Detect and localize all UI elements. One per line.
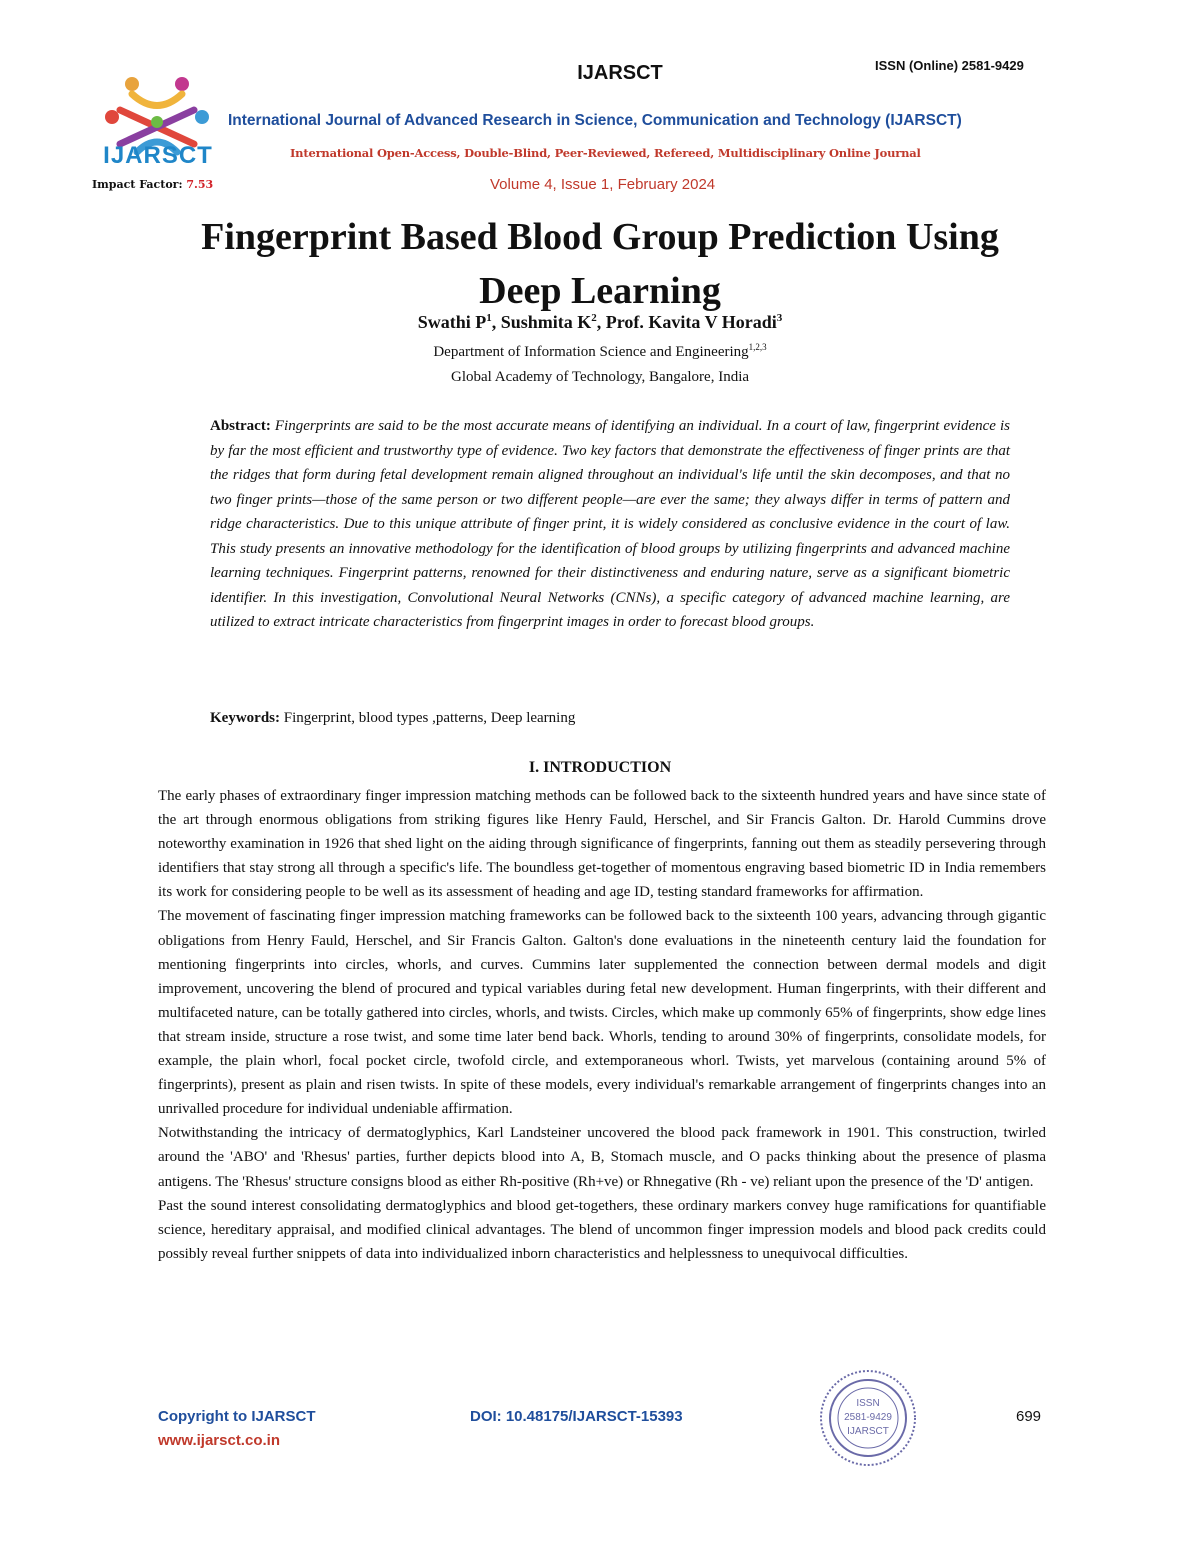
journal-subtitle: International Open-Access, Double-Blind, Peer-Reviewed, Refereed, Multidisciplinary Online Journal bbox=[290, 146, 921, 160]
department bbox=[100, 342, 1100, 361]
impact-factor bbox=[92, 178, 213, 191]
issn-label: ISSN (Online) 2581-9429 bbox=[875, 58, 1024, 73]
author-name: Prof. Kavita V Horadi bbox=[605, 312, 777, 332]
stamp-line1: ISSN bbox=[856, 1398, 880, 1409]
author-affiliation-mark: 3 bbox=[776, 312, 783, 324]
paper-title-line2: Deep Learning bbox=[479, 270, 721, 312]
copyright-notice: Copyright to IJARSCT bbox=[158, 1408, 316, 1425]
paper-title bbox=[100, 210, 1100, 318]
introduction-body bbox=[158, 784, 1046, 1266]
abstract bbox=[210, 414, 1010, 635]
stamp-line3: IJARSCT bbox=[847, 1426, 889, 1437]
abstract-text: Fingerprints are said to be the most accurate means of identifying an individual. In a court of law, fingerprint evidence is by far the most efficient and trustworthy type of evidence. Two key factors that demonstrate the effectiveness of finger prints are that the ridges that form during fetal development remain aligned throughout an individual's life until the skin decomposes, and that no two finger prints—those of the same person or two different people—are ever the same; they always differ in terms of pattern and ridge characteristics. Due to this unique attribute of finger print, it is widely considered as conclusive evidence in the court of law. This study presents an innovative methodology for the identification of blood groups by utilizing fingerprints and advanced machine learning techniques. Fingerprint patterns, renowned for their distinctiveness and enduring nature, serve as a significant biometric identifier. In this investigation, Convolutional Neural Networks (CNNs), a specific category of advanced machine learning, are utilized to extract intricate characteristics from fingerprint images in order to forecast blood groups. bbox=[210, 418, 1010, 630]
volume-issue: Volume 4, Issue 1, February 2024 bbox=[490, 176, 716, 193]
stamp-line2: 2581-9429 bbox=[844, 1412, 892, 1423]
logo-text: IJARSCT bbox=[103, 142, 213, 169]
website-link[interactable]: www.ijarsct.co.in bbox=[158, 1432, 280, 1449]
author-list bbox=[100, 312, 1100, 333]
author-affiliation-mark: 2 bbox=[591, 312, 597, 324]
keywords-label: Keywords: bbox=[210, 710, 280, 726]
institution: Global Academy of Technology, Bangalore, India bbox=[450, 369, 750, 385]
author-affiliation-mark: 1 bbox=[486, 312, 492, 324]
section-heading-introduction: I. INTRODUCTION bbox=[528, 759, 672, 776]
impact-factor-value: 7.53 bbox=[186, 178, 214, 191]
author-separator: , bbox=[491, 312, 501, 332]
paragraph: The movement of fascinating finger impression matching frameworks can be followed back to the sixteenth 100 years, advancing through gigantic obligations from Henry Fauld, Herschel, and Sir Francis Galton. Galton's done evaluations in the nineteenth century laid the foundation for mentioning fingerprints into circles, whorls, and curves. Cummins later supplemented the connection between dermal models and digit improvement, uncovering the blend of procured and typical variables during fetal new development. Human fingerprints, with their different and multifaceted nature, can be totally gathered into circles, whorls, and twists. Circles, which make up commonly 65% of fingerprints, show edge lines that stream inside, structure a rose twist, and some time later bend back. Whorls, tending to around 30% of fingerprints, consolidate models, for example, the plain whorl, focal pocket circle, twofold circle, and extemporaneous whorl. Twists, yet marvelous (containing around 5% of fingerprints), present as plain and risen twists. In spite of these models, every individual's remarkable arrangement of fingerprints changes into an unrivalled procedure for individual undeniable affirmation. bbox=[158, 908, 1046, 1118]
author-name: Swathi P bbox=[417, 312, 487, 332]
author-separator: , bbox=[596, 312, 606, 332]
paragraph: The early phases of extraordinary finger impression matching methods can be followed back to the sixteenth hundred years and have since state of the art through enormous obligations from striking figures like Henry Fauld, Herschel, and Sir Francis Galton. Dr. Harold Cummins drove noteworthy examination in 1926 that shed light on the aiding through significance of fingerprints, fanning out them as steadily persevering through identifiers that stay strong all through a specific's life. The boundless get-together of momentous engraving based biometric ID in India remembers its work for considering people to be well as its assessment of heading and age ID, testing standard frameworks for affirmation. bbox=[158, 788, 1046, 901]
department-affiliation-mark: 1,2,3 bbox=[748, 342, 767, 352]
keywords-text: Fingerprint, blood types ,patterns, Deep learning bbox=[283, 710, 576, 726]
paper-title-line1: Fingerprint Based Blood Group Prediction Using bbox=[201, 216, 999, 258]
abstract-label: Abstract: bbox=[210, 418, 271, 434]
logo-figures-icon bbox=[105, 77, 209, 152]
issn-stamp bbox=[818, 1368, 918, 1468]
journal-name: International Journal of Advanced Research in Science, Communication and Technology (IJARSCT) bbox=[228, 112, 962, 129]
paragraph: Past the sound interest consolidating dermatoglyphics and blood get-togethers, these ordinary markers convey huge ramifications for quantifiable science, hereditary appraisal, and modified clinical advantages. The blend of uncommon finger impression models and blood pack credits could possibly reveal further snippets of data into individualized inborn characteristics and helplessness to unequivocal difficulties. bbox=[158, 1197, 1046, 1262]
keywords bbox=[210, 710, 1010, 727]
paragraph: Notwithstanding the intricacy of dermatoglyphics, Karl Landsteiner uncovered the blood pack framework in 1901. This construction, twirled around the 'ABO' and 'Rhesus' parties, further depicts blood into A, B, Stomach muscle, and O packs thinking about the presence of plasma antigens. The 'Rhesus' structure consigns blood as either Rh-positive (Rh+ve) or Rhnegative (Rh - ve) reliant upon the presence of the 'D' antigen. bbox=[158, 1125, 1046, 1190]
page-number: 699 bbox=[1016, 1408, 1042, 1425]
journal-abbreviation: IJARSCT bbox=[577, 62, 663, 84]
doi-label: DOI: 10.48175/IJARSCT-15393 bbox=[470, 1408, 683, 1425]
department-name: Department of Information Science and Engineering bbox=[433, 344, 749, 360]
impact-factor-label: Impact Factor: bbox=[92, 178, 187, 191]
author-name: Sushmita K bbox=[500, 312, 592, 332]
